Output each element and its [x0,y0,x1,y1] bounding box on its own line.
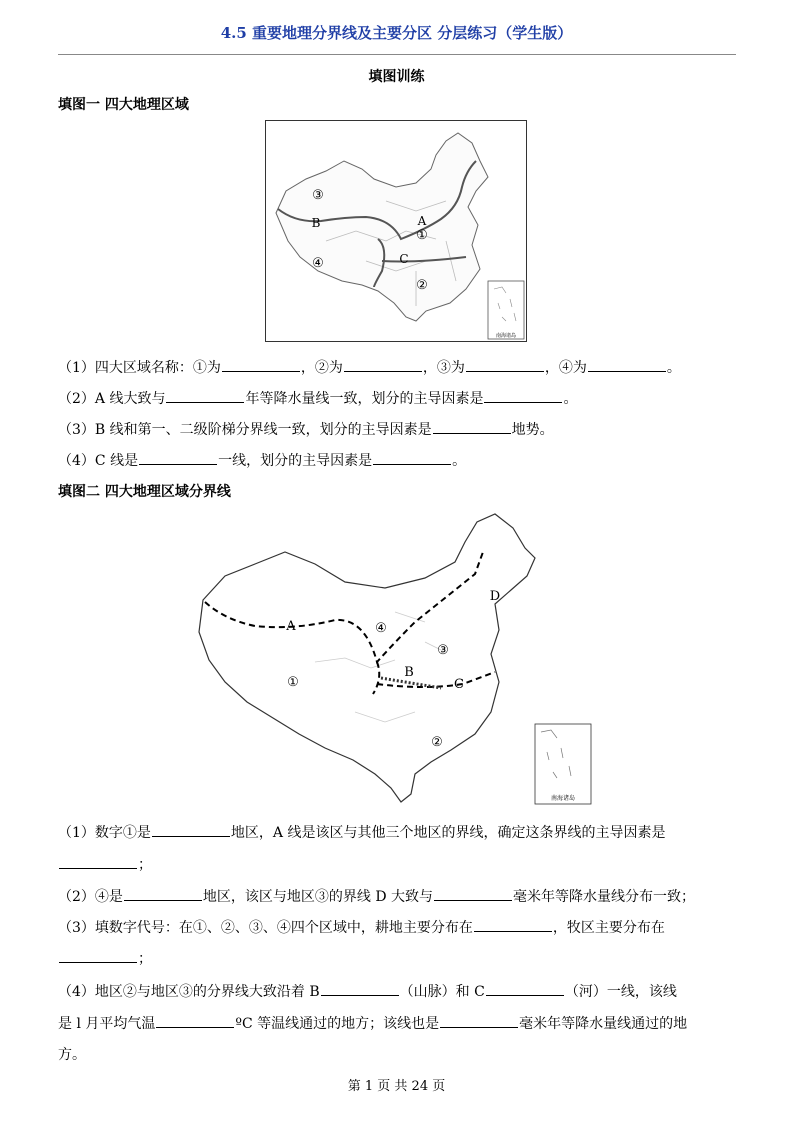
map1-label-r2: ② [416,278,428,293]
answer-blank[interactable] [344,357,422,372]
country-outline [199,514,535,802]
part2-question-2: （2）④是 地区，该区与地区③的界线 D 大致与 毫米年等降水量线分布一致； [58,886,695,906]
map1-label-b: B [311,216,321,230]
answer-blank[interactable] [434,886,512,901]
china-map-1 [266,121,526,341]
section-title: 填图训练 [368,69,425,85]
part1-title: 填图一 四大地理区域 [58,97,189,113]
part1-question-3: （3）B 线和第一、二级阶梯分界线一致，划分的主导因素是 地势。 [58,419,554,439]
map1-label-r3: ③ [312,188,324,203]
answer-blank[interactable] [588,357,666,372]
header-divider [58,54,736,55]
answer-blank[interactable] [474,917,552,932]
china-map-2 [195,512,595,808]
map1-label-c: C [399,252,409,266]
answer-blank[interactable] [466,357,544,372]
country-outline [276,133,488,321]
map1-inset-caption: 南海诸岛 [495,333,517,339]
answer-blank[interactable] [166,388,244,403]
answer-blank[interactable] [484,388,562,403]
part1-question-4: （4）C 线是 一线，划分的主导因素是 。 [58,450,466,470]
answer-blank[interactable] [373,450,451,465]
map-region-boundaries [195,512,595,808]
part2-question-4-cont: 是 l 月平均气温 ºC 等温线通过的地方；该线也是 毫米年等降水量线通过的地 [58,1013,687,1033]
answer-blank[interactable] [124,886,202,901]
map2-label-r1: ① [287,675,299,690]
answer-blank[interactable] [222,357,300,372]
map1-label-a: A [417,214,427,228]
answer-blank[interactable] [139,450,217,465]
document-header-title: 4.5 重要地理分界线及主要分区 分层练习（学生版） [220,24,573,42]
map-four-regions [265,120,527,342]
map2-label-c: C [454,677,464,692]
part2-question-4-end: 方。 [58,1047,86,1063]
map2-inset [535,724,591,804]
answer-blank[interactable] [433,419,511,434]
map2-label-a: A [286,619,296,634]
part1-question-1: （1）四大区域名称：①为 ，②为 ，③为 ，④为 。 [58,357,681,377]
answer-blank[interactable] [59,854,137,869]
part2-question-3: （3）填数字代号：在①、②、③、④四个区域中，耕地主要分布在 ，牧区主要分布在 [58,917,665,937]
part2-question-1-cont: ； [58,854,152,874]
answer-blank[interactable] [440,1013,518,1028]
answer-blank[interactable] [59,948,137,963]
map2-inset-caption: 南海诸岛 [550,795,576,802]
answer-blank[interactable] [156,1013,234,1028]
map1-label-r1: ① [416,228,428,243]
map1-label-r4: ④ [312,256,324,271]
map2-label-r3: ③ [437,643,449,658]
map2-label-r4: ④ [375,621,387,636]
answer-blank[interactable] [152,822,230,837]
part2-question-3-cont: ； [58,948,152,968]
part2-question-1: （1）数字①是 地区，A 线是该区与其他三个地区的界线，确定这条界线的主导因素是 [58,822,665,842]
part1-question-2: （2）A 线大致与 年等降水量线一致，划分的主导因素是 。 [58,388,577,408]
map1-inset [488,281,524,339]
map2-label-b: B [404,665,414,680]
part2-title: 填图二 四大地理区域分界线 [58,484,231,500]
map2-label-r2: ② [431,735,443,750]
page-number: 第 1 页 共 24 页 [347,1079,446,1094]
answer-blank[interactable] [321,981,399,996]
answer-blank[interactable] [486,981,564,996]
part2-question-4: （4）地区②与地区③的分界线大致沿着 B （山脉）和 C （河）一线，该线 [58,981,677,1001]
map2-label-d: D [489,589,501,604]
